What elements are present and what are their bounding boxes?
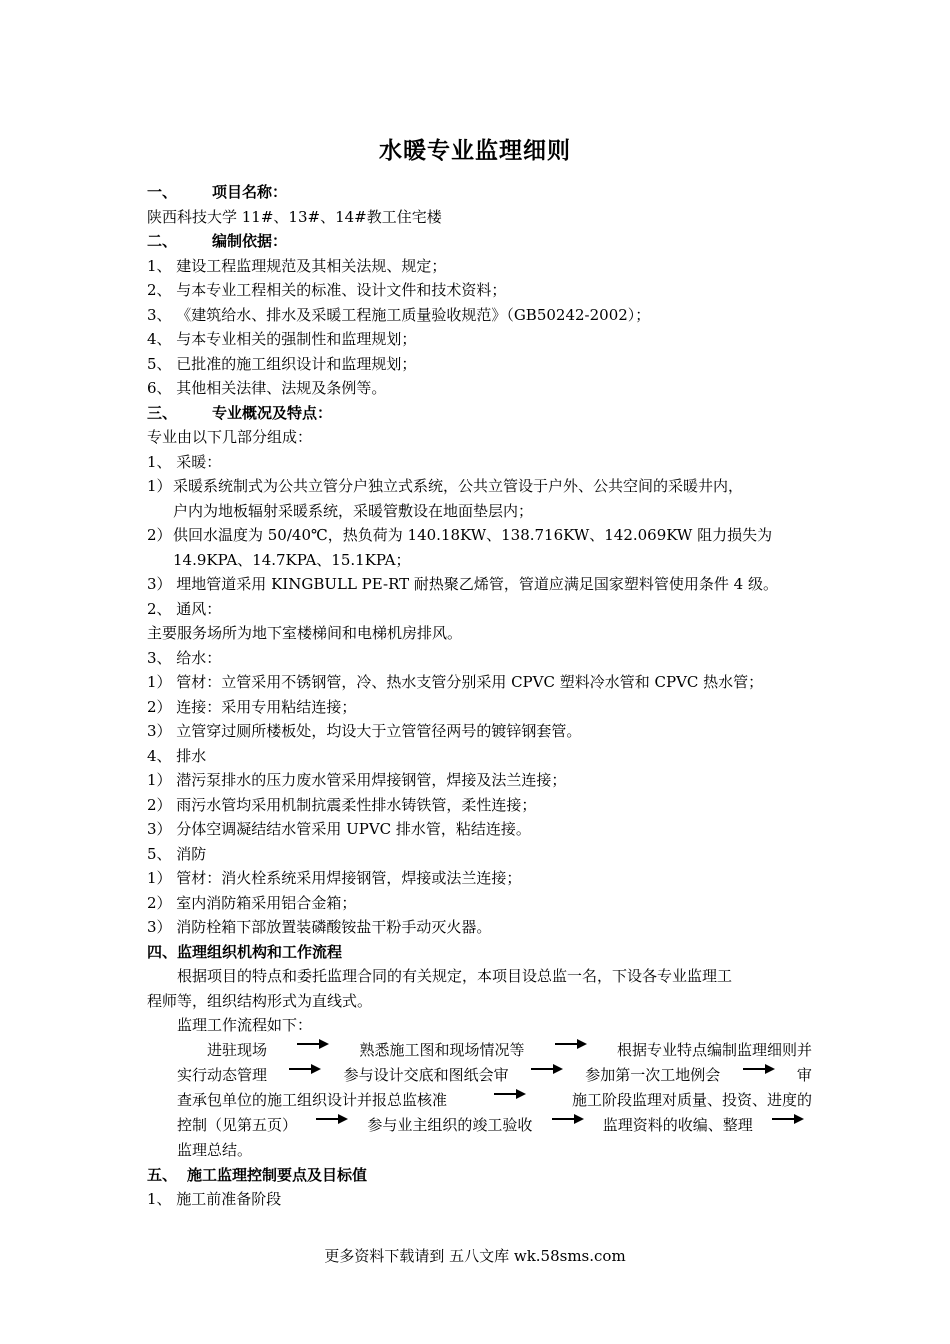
section-4-paragraph-cont: 程师等，组织结构形式为直线式。	[147, 991, 373, 1010]
flow-step: 监理资料的收编、整理	[602, 1115, 753, 1134]
arrow-right-icon	[531, 1063, 563, 1075]
heating-item-cont: 14.9KPA、14.7KPA、15.1KPA；	[173, 550, 411, 569]
section-5-item: 1、 施工前准备阶段	[147, 1190, 282, 1208]
ventilation-text: 主要服务场所为地下室楼梯间和电梯机房排风。	[147, 624, 463, 642]
fire-item: 1） 管材：消火栓系统采用焊接钢管，焊接或法兰连接；	[147, 869, 522, 887]
workflow-line	[177, 1113, 812, 1138]
arrow-right-icon	[316, 1113, 348, 1125]
flow-step: 根据专业特点编制监理细则并	[616, 1040, 812, 1059]
fire-title: 5、 消防	[147, 844, 207, 863]
section-4-heading: 四、监理组织机构和工作流程	[147, 942, 343, 961]
basis-item: 2、 与本专业工程相关的标准、设计文件和技术资料；	[147, 281, 507, 299]
fire-item: 3） 消防栓箱下部放置装磷酸铵盐干粉手动灭火器。	[147, 918, 492, 936]
section-3-heading: 三、 专业概况及特点：	[147, 403, 333, 422]
basis-item: 5、 已批准的施工组织设计和监理规划；	[147, 354, 417, 373]
arrow-right-icon	[552, 1113, 584, 1125]
heating-item-cont: 户内为地板辐射采暖系统，采暖管敷设在地面垫层内；	[173, 501, 534, 520]
flow-step: 查承包单位的施工组织设计并报总监核准	[177, 1090, 448, 1109]
flow-step: 参加第一次工地例会	[585, 1065, 721, 1084]
flow-step: 施工阶段监理对质量、投资、进度的	[571, 1090, 812, 1109]
basis-item: 4、 与本专业相关的强制性和监理规划；	[147, 330, 417, 348]
fire-item: 2） 室内消防箱采用铝合金箱；	[147, 893, 357, 912]
water-supply-item: 3） 立管穿过厕所楼板处，均设大于立管管径两号的镀锌钢套管。	[147, 722, 582, 740]
project-name: 陕西科技大学 11#、13#、14#教工住宅楼	[147, 207, 442, 226]
section-4-paragraph: 根据项目的特点和委托监理合同的有关规定，本项目设总监一名，下设各专业监理工	[177, 967, 733, 985]
arrow-right-icon	[289, 1063, 321, 1075]
basis-item: 6、 其他相关法律、法规及条例等。	[147, 379, 387, 397]
drainage-item: 3） 分体空调凝结结水管采用 UPVC 排水管，粘结连接。	[147, 820, 531, 838]
document-body	[147, 180, 812, 1212]
workflow-line	[177, 1063, 812, 1088]
water-supply-item: 2） 连接：采用专用粘结连接；	[147, 697, 357, 716]
workflow-line	[177, 1138, 812, 1163]
drainage-item: 1） 潜污泵排水的压力废水管采用焊接钢管，焊接及法兰连接；	[147, 771, 567, 789]
section-5-heading: 五、 施工监理控制要点及目标值	[147, 1165, 368, 1184]
section-2-heading: 二、 编制依据：	[147, 232, 288, 250]
flow-step: 参与业主组织的竣工验收	[367, 1115, 533, 1134]
flow-step: 熟悉施工图和现场情况等	[359, 1040, 525, 1059]
basis-item: 1、 建设工程监理规范及其相关法规、规定；	[147, 256, 447, 275]
workflow	[147, 1038, 812, 1163]
heating-item: 3） 埋地管道采用 KINGBULL PE-RT 耐热聚乙烯管，管道应满足国家塑料管使用条件 4 级。	[147, 575, 778, 593]
heating-item: 2）供回水温度为 50/40℃，热负荷为 140.18KW、138.716KW、142.069KW 阻力损失为	[147, 526, 773, 544]
section-1-heading: 一、 项目名称：	[147, 183, 288, 201]
flow-step: 进驻现场	[207, 1040, 268, 1059]
arrow-right-icon	[772, 1113, 804, 1125]
flow-step: 实行动态管理	[177, 1065, 268, 1084]
drainage-title: 4、 排水	[147, 746, 207, 765]
arrow-right-icon	[297, 1038, 329, 1050]
arrow-right-icon	[555, 1038, 587, 1050]
heating-item: 1）采暖系统制式为公共立管分户独立式系统，公共立管设于户外、公共空间的采暖井内，	[147, 477, 744, 495]
page-title: 水暖专业监理细则	[379, 137, 571, 164]
basis-item: 3、 《建筑给水、排水及采暖工程施工质量验收规范》（GB50242-2002）；	[147, 305, 651, 324]
section-3-intro: 专业由以下几部分组成：	[147, 428, 313, 446]
ventilation-title: 2、 通风：	[147, 599, 222, 618]
flow-step: 审	[796, 1065, 812, 1084]
water-supply-item: 1） 管材：立管采用不锈钢管，冷、热水支管分别采用 CPVC 塑料冷水管和 CPVC 热水管；	[147, 673, 764, 691]
flow-step: 参与设计交底和图纸会审	[343, 1065, 509, 1084]
workflow-intro: 监理工作流程如下：	[177, 1016, 313, 1034]
flow-step: 控制（见第五页）	[177, 1115, 298, 1134]
heating-title: 1、 采暖：	[147, 452, 222, 471]
footer-text: 更多资料下载请到 五八文库 wk.58sms.com	[324, 1247, 626, 1265]
drainage-item: 2） 雨污水管均采用机制抗震柔性排水铸铁管，柔性连接；	[147, 795, 537, 814]
arrow-right-icon	[494, 1088, 526, 1100]
workflow-line	[177, 1038, 812, 1063]
workflow-line	[177, 1088, 812, 1113]
water-supply-title: 3、 给水：	[147, 648, 222, 667]
flow-step: 监理总结。	[177, 1140, 253, 1159]
arrow-right-icon	[743, 1063, 775, 1075]
